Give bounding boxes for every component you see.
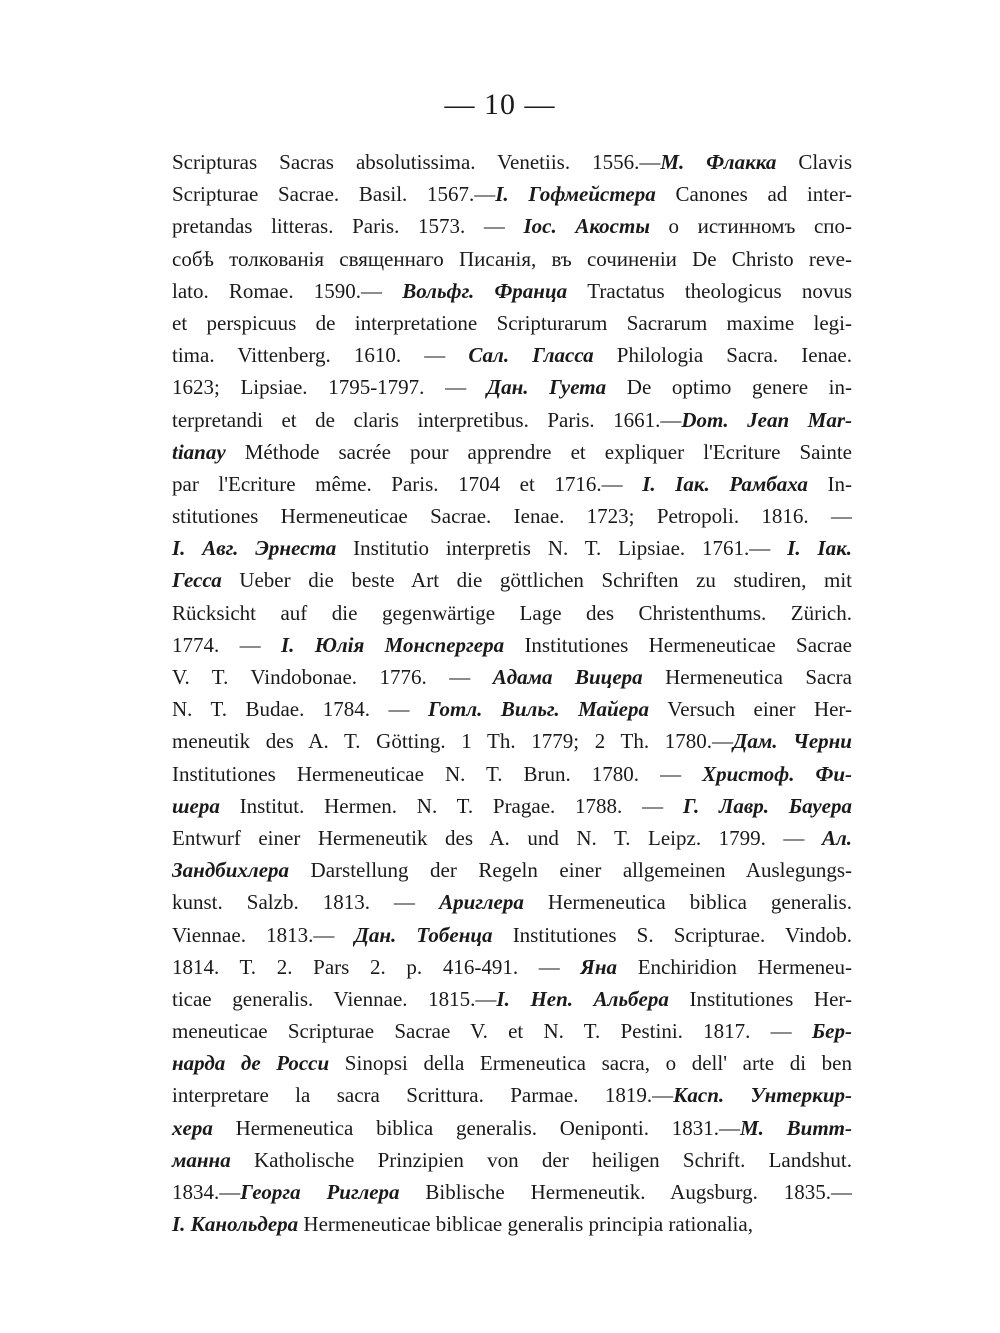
citation-text: pretandas litteras. Paris. 1573. — — [172, 214, 524, 239]
author-name: Гесса — [172, 568, 222, 593]
citation-text: Viennae. 1813.— — [172, 922, 355, 947]
author-name: Дан. Гуета — [486, 375, 607, 400]
text-line — [172, 1176, 852, 1208]
citation-text: Hermeneutica biblica generalis. — [523, 890, 852, 915]
citation-text: tima. Vittenberg. 1610. — — [172, 343, 469, 368]
citation-text: et perspicuus de interpretatione Scripturarum Sacrarum maxime legi- — [172, 310, 852, 335]
text-line — [172, 1144, 852, 1176]
citation-text: Institutiones Her- — [668, 986, 852, 1011]
text-line — [172, 790, 852, 822]
author-name: tianay — [172, 439, 226, 464]
author-name: Дам. Черни — [732, 729, 852, 754]
citation-text: Sinopsi della Ermeneutica sacra, o dell' arte di ben — [329, 1051, 853, 1076]
text-line — [172, 886, 852, 918]
citation-text: Institut. Hermen. N. T. Pragae. 1788. — — [219, 793, 683, 818]
author-name: Сал. Гласса — [468, 343, 594, 368]
citation-text: lato. Romae. 1590.— — [172, 278, 403, 303]
citation-text: V. T. Vindobonae. 1776. — — [172, 665, 493, 689]
citation-text: Versuch einer Her- — [648, 697, 852, 722]
citation-text: Rücksicht auf die gegenwärtige Lage des Christenthums. Zürich. — [172, 600, 852, 625]
citation-text: De optimo genere in- — [606, 375, 852, 400]
text-line — [172, 919, 852, 951]
citation-text: Enchiridion Hermeneu- — [617, 954, 852, 979]
author-name: Dom. Jean Mar- — [681, 407, 852, 432]
citation-text: Institutiones Hermeneuticae Sacrae — [504, 632, 852, 657]
author-name: Вольфг. Франца — [402, 278, 568, 303]
text-line — [172, 564, 852, 596]
author-name: M. Флакка — [660, 150, 777, 174]
author-name: Бер- — [811, 1019, 852, 1044]
author-name: Яна — [580, 954, 618, 979]
text-line — [172, 758, 852, 790]
citation-text: par l'Ecriture même. Paris. 1704 et 1716.— — [172, 471, 643, 496]
author-name: I. Iак. — [787, 536, 852, 561]
citation-text: meneuticae Scripturae Sacrae V. et N. T. Pestini. 1817. — — [172, 1019, 812, 1044]
text-line — [172, 983, 852, 1015]
text-line — [172, 307, 852, 339]
author-name: шера — [172, 793, 220, 818]
text-line — [172, 210, 852, 242]
text-line — [172, 1112, 852, 1144]
citation-text: 1623; Lipsiae. 1795-1797. — — [172, 375, 487, 400]
text-line — [172, 1208, 852, 1240]
author-name: I. Канольдера — [172, 1212, 299, 1237]
text-line — [172, 693, 852, 725]
author-name: Касп. Унтеркир- — [673, 1083, 852, 1108]
text-line — [172, 243, 852, 275]
author-name: манна — [172, 1147, 231, 1172]
citation-text: Clavis — [776, 150, 853, 174]
text-line — [172, 1047, 852, 1079]
citation-text: Canones ad inter- — [655, 182, 853, 207]
citation-text: Philologia Sacra. Ienae. — [593, 343, 853, 368]
text-line — [172, 275, 852, 307]
citation-text: meneutik des A. T. Götting. 1 Th. 1779; 2 Th. 1780.— — [172, 729, 733, 754]
author-name: Христоф. Фи- — [702, 761, 852, 786]
text-line — [172, 532, 852, 564]
author-name: Адама Вицера — [492, 665, 643, 689]
author-name: М. Витт- — [739, 1115, 852, 1140]
author-name: Г. Лавр. Бауера — [682, 793, 852, 818]
text-line — [172, 629, 852, 661]
text-line — [172, 339, 852, 371]
citation-text: N. T. Budae. 1784. — — [172, 697, 428, 722]
author-name: I. Гофмейстера — [495, 182, 656, 207]
author-name: Георга Риглера — [240, 1180, 400, 1204]
author-name: I. Авг. Эрнеста — [172, 536, 337, 561]
page-number: — 10 — — [444, 88, 556, 121]
author-name: Готл. Вильг. Майера — [427, 697, 649, 722]
text-line — [172, 500, 852, 532]
citation-text: Ueber die beste Art die göttlichen Schriften zu studiren, mit — [221, 568, 852, 593]
citation-text: Scripturas Sacras absolutissima. Venetiis. 1556.— — [172, 150, 661, 174]
citation-text: Darstellung der Regeln einer allgemeinen Auslegungs- — [289, 858, 852, 883]
citation-text: ticae generalis. Viennae. 1815.— — [172, 986, 497, 1011]
text-line — [172, 146, 852, 178]
citation-text: Entwurf einer Hermeneutik des A. und N. T. Leipz. 1799. — — [172, 825, 822, 850]
author-name: Ариглера — [439, 890, 524, 915]
author-name: Дан. Тобенца — [354, 922, 493, 947]
citation-text: Tractatus theologicus novus — [567, 278, 852, 303]
text-line — [172, 436, 852, 468]
citation-text: о истинномъ спо- — [649, 214, 852, 239]
text-line — [172, 597, 852, 629]
author-name: Зандбихлера — [172, 858, 290, 883]
citation-text: Institutiones Hermeneuticae N. T. Brun. 1780. — — [172, 761, 703, 786]
text-line — [172, 1079, 852, 1111]
author-name: I. Iак. Рамбаха — [642, 471, 808, 496]
author-name: Ал. — [821, 825, 852, 850]
text-line — [172, 468, 852, 500]
citation-text: Hermeneutica Sacra — [642, 665, 852, 689]
text-line — [172, 725, 852, 757]
citation-text: stitutiones Hermeneuticae Sacrae. Ienae. 1723; Petropoli. 1816. — — [172, 504, 852, 529]
citation-text: 1774. — — [172, 632, 281, 657]
text-line — [172, 822, 852, 854]
text-line — [172, 661, 852, 693]
citation-text: 1834.— — [172, 1180, 241, 1204]
citation-text: Hermeneutica biblica generalis. Oeniponti. 1831.— — [212, 1115, 740, 1140]
citation-text: kunst. Salzb. 1813. — — [172, 890, 440, 915]
citation-text: Scripturae Sacrae. Basil. 1567.— — [172, 182, 496, 207]
author-name: I. Юлія Монспергера — [280, 632, 505, 657]
author-name: хера — [172, 1115, 213, 1140]
text-line — [172, 1015, 852, 1047]
author-name: нарда де Росси — [172, 1051, 330, 1076]
text-line — [172, 178, 852, 210]
citation-text: Méthode sacrée pour apprendre et expliquer l'Ecriture Sainte — [225, 439, 852, 464]
citation-text: Katholische Prinzipien von der heiligen Schrift. Landshut. — [230, 1147, 852, 1172]
author-name: I. Неп. Альбера — [496, 986, 669, 1011]
citation-text: Institutio interpretis N. T. Lipsiae. 1761.— — [336, 536, 788, 561]
citation-text: terpretandi et de claris interpretibus. Paris. 1661.— — [172, 407, 682, 432]
text-line — [172, 951, 852, 983]
citation-text: In- — [807, 471, 852, 496]
citation-text: Biblische Hermeneutik. Augsburg. 1835.— — [399, 1180, 852, 1204]
citation-text: собѣ толкованія священнаго Писанія, въ сочиненіи De Christo reve- — [172, 246, 852, 271]
text-line — [172, 854, 852, 886]
citation-text: 1814. T. 2. Pars 2. p. 416-491. — — [172, 954, 581, 979]
text-line — [172, 371, 852, 403]
body-text — [172, 146, 852, 1240]
citation-text: interpretare la sacra Scrittura. Parmae. 1819.— — [172, 1083, 674, 1108]
author-name: Іос. Акосты — [523, 214, 650, 239]
citation-text: Institutiones S. Scripturae. Vindob. — [492, 922, 852, 947]
citation-text: Hermeneuticae biblicae generalis principia rationalia, — [298, 1212, 753, 1237]
text-line — [172, 404, 852, 436]
